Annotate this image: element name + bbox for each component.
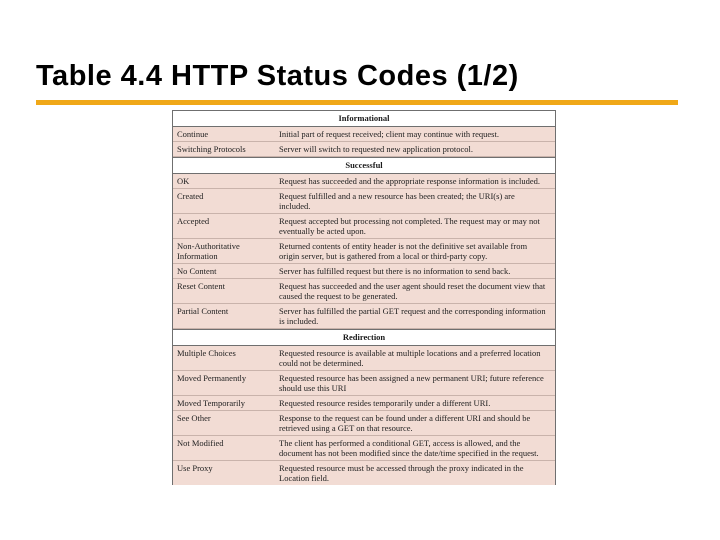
status-code-description: The client has performed a conditional GET, access is allowed, and the document has not been modified since the date/time specified in the request.: [279, 438, 539, 458]
status-code-description: Requested resource must be accessed through the proxy indicated in the Location field.: [279, 463, 524, 483]
status-code-description: Response to the request can be found under a different URI and should be retrieved using a GET on that resource.: [279, 413, 531, 433]
status-code-name: Continue: [177, 129, 209, 139]
status-code-description: Request has succeeded and the appropriate response information is included.: [279, 176, 541, 186]
status-code-name: Non-Authoritative Information: [177, 241, 240, 261]
status-code-description: Request accepted but processing not completed. The request may or may not eventually be acted upon.: [279, 216, 540, 236]
table-row: [173, 396, 555, 411]
status-code-name: Switching Protocols: [177, 144, 246, 154]
status-code-name: Accepted: [177, 216, 210, 226]
table-row: [173, 436, 555, 461]
status-code-description: Request has succeeded and the user agent should reset the document view that caused the request to be generated.: [279, 281, 546, 301]
slide-title: Table 4.4 HTTP Status Codes (1/2): [36, 60, 519, 92]
table-row: [173, 346, 555, 371]
section-header-successful: Successful: [173, 157, 555, 174]
status-code-description: Returned contents of entity header is not the definitive set available from origin server, but is gathered from a local or third-party copy.: [279, 241, 528, 261]
status-code-name: Partial Content: [177, 306, 229, 316]
status-code-name: Multiple Choices: [177, 348, 236, 358]
status-code-description: Server has fulfilled request but there is no information to send back.: [279, 266, 511, 276]
table-row: [173, 304, 555, 329]
table-row: [173, 461, 555, 485]
status-code-name: Reset Content: [177, 281, 225, 291]
table-row: [173, 411, 555, 436]
table-row: [173, 279, 555, 304]
status-code-description: Requested resource resides temporarily under a different URI.: [279, 398, 491, 408]
status-code-description: Server has fulfilled the partial GET request and the corresponding information is included.: [279, 306, 546, 326]
status-code-name: Use Proxy: [177, 463, 213, 473]
status-code-name: OK: [177, 176, 190, 186]
section-header-informational: Informational: [173, 111, 555, 127]
table-row: [173, 189, 555, 214]
status-code-description: Requested resource is available at multiple locations and a preferred location could not be determined.: [279, 348, 541, 368]
status-code-name: Moved Temporarily: [177, 398, 245, 408]
table-row: [173, 127, 555, 142]
table-row: [173, 264, 555, 279]
status-code-name: No Content: [177, 266, 217, 276]
table-row: [173, 214, 555, 239]
table-row: [173, 174, 555, 189]
status-code-description: Initial part of request received; client may continue with request.: [279, 129, 499, 139]
table-row: [173, 239, 555, 264]
status-code-name: Not Modified: [177, 438, 224, 448]
status-code-name: See Other: [177, 413, 211, 423]
table-row: [173, 371, 555, 396]
table-row: [173, 142, 555, 157]
status-codes-table: [172, 110, 556, 485]
status-code-name: Moved Permanently: [177, 373, 247, 383]
status-code-name: Created: [177, 191, 204, 201]
status-code-description: Request fulfilled and a new resource has been created; the URI(s) are included.: [279, 191, 515, 211]
status-code-description: Requested resource has been assigned a new permanent URI; future reference should use this URI: [279, 373, 544, 393]
section-header-redirection: Redirection: [173, 329, 555, 346]
status-code-description: Server will switch to requested new application protocol.: [279, 144, 474, 154]
title-underline-rule: [36, 100, 678, 105]
